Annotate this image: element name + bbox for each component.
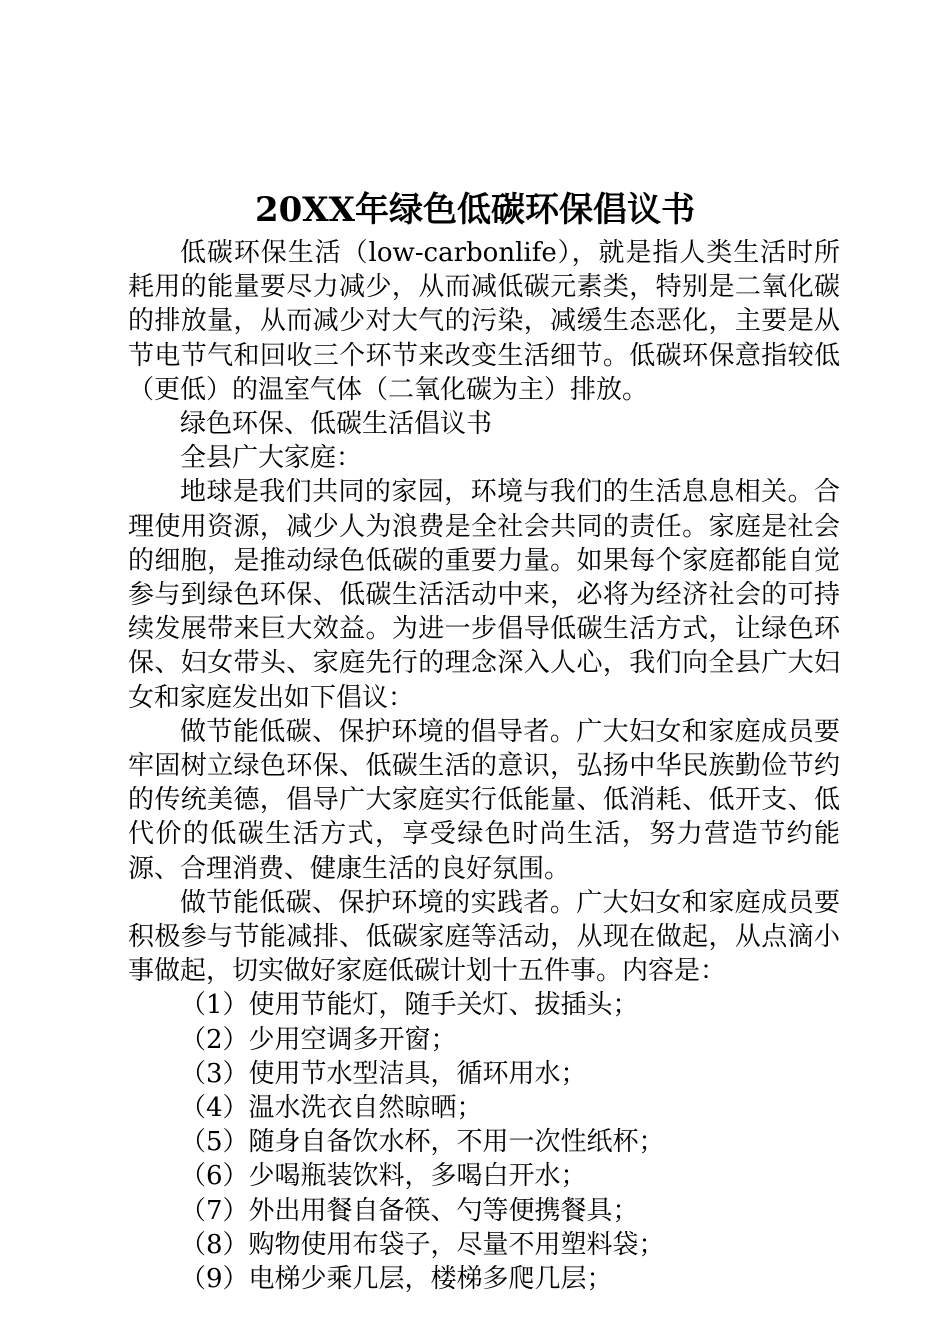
intro-paragraph: 低碳环保生活（low-carbonlife），就是指人类生活时所耗用的能量要尽力减少，从而减低碳元素类，特别是二氧化碳的排放量，从而减少对大气的污染，减缓生态恶化，主要是从节电节气和回收三个环节来改变生活细节。低碳环保意指较低（更低）的温室气体（二氧化碳为主）排放。 (128, 238, 840, 405)
list-item: （3）使用节水型洁具，循环用水； (180, 1058, 587, 1089)
list-item: （7）外出用餐自备筷、勺等便携餐具； (180, 1195, 639, 1226)
document-title: 20XX年绿色低碳环保倡议书 (254, 190, 696, 230)
list-item: （6）少喝瓶装饮料，多喝白开水； (180, 1161, 587, 1192)
list-item: （8）购物使用布袋子，尽量不用塑料袋； (180, 1229, 665, 1260)
body-paragraph-practitioner: 做节能低碳、保护环境的实践者。广大妇女和家庭成员要积极参与节能减排、低碳家庭等活动，从现在做起，从点滴小事做起，切实做好家庭低碳计划十五件事。内容是： (128, 887, 840, 987)
list-item: （9）电梯少乘几层，楼梯多爬几层； (180, 1264, 613, 1295)
body-paragraph-advocate: 做节能低碳、保护环境的倡导者。广大妇女和家庭成员要牢固树立绿色环保、低碳生活的意识，弘扬中华民族勤俭节约的传统美德，倡导广大家庭实行低能量、低消耗、低开支、低代价的低碳生活方式，享受绿色时尚生活，努力营造节约能源、合理消费、健康生活的良好氛围。 (128, 716, 840, 884)
list-item: （2）少用空调多开窗； (180, 1024, 457, 1055)
list-item: （1）使用节能灯，随手关灯、拔插头； (180, 990, 639, 1021)
salutation: 全县广大家庭： (180, 443, 363, 474)
proposal-heading: 绿色环保、低碳生活倡议书 (180, 409, 493, 440)
document-body (128, 236, 840, 1296)
list-item: （4）温水洗衣自然晾晒； (180, 1093, 483, 1124)
list-item: （5）随身自备饮水杯，不用一次性纸杯； (180, 1127, 665, 1158)
body-paragraph-earth: 地球是我们共同的家园，环境与我们的生活息息相关。合理使用资源，减少人为浪费是全社会共同的责任。家庭是社会的细胞，是推动绿色低碳的重要力量。如果每个家庭都能自觉参与到绿色环保、低碳生活活动中来，必将为经济社会的可持续发展带来巨大效益。为进一步倡导低碳生活方式，让绿色环保、妇女带头、家庭先行的理念深入人心，我们向全县广大妇女和家庭发出如下倡议： (128, 477, 840, 713)
